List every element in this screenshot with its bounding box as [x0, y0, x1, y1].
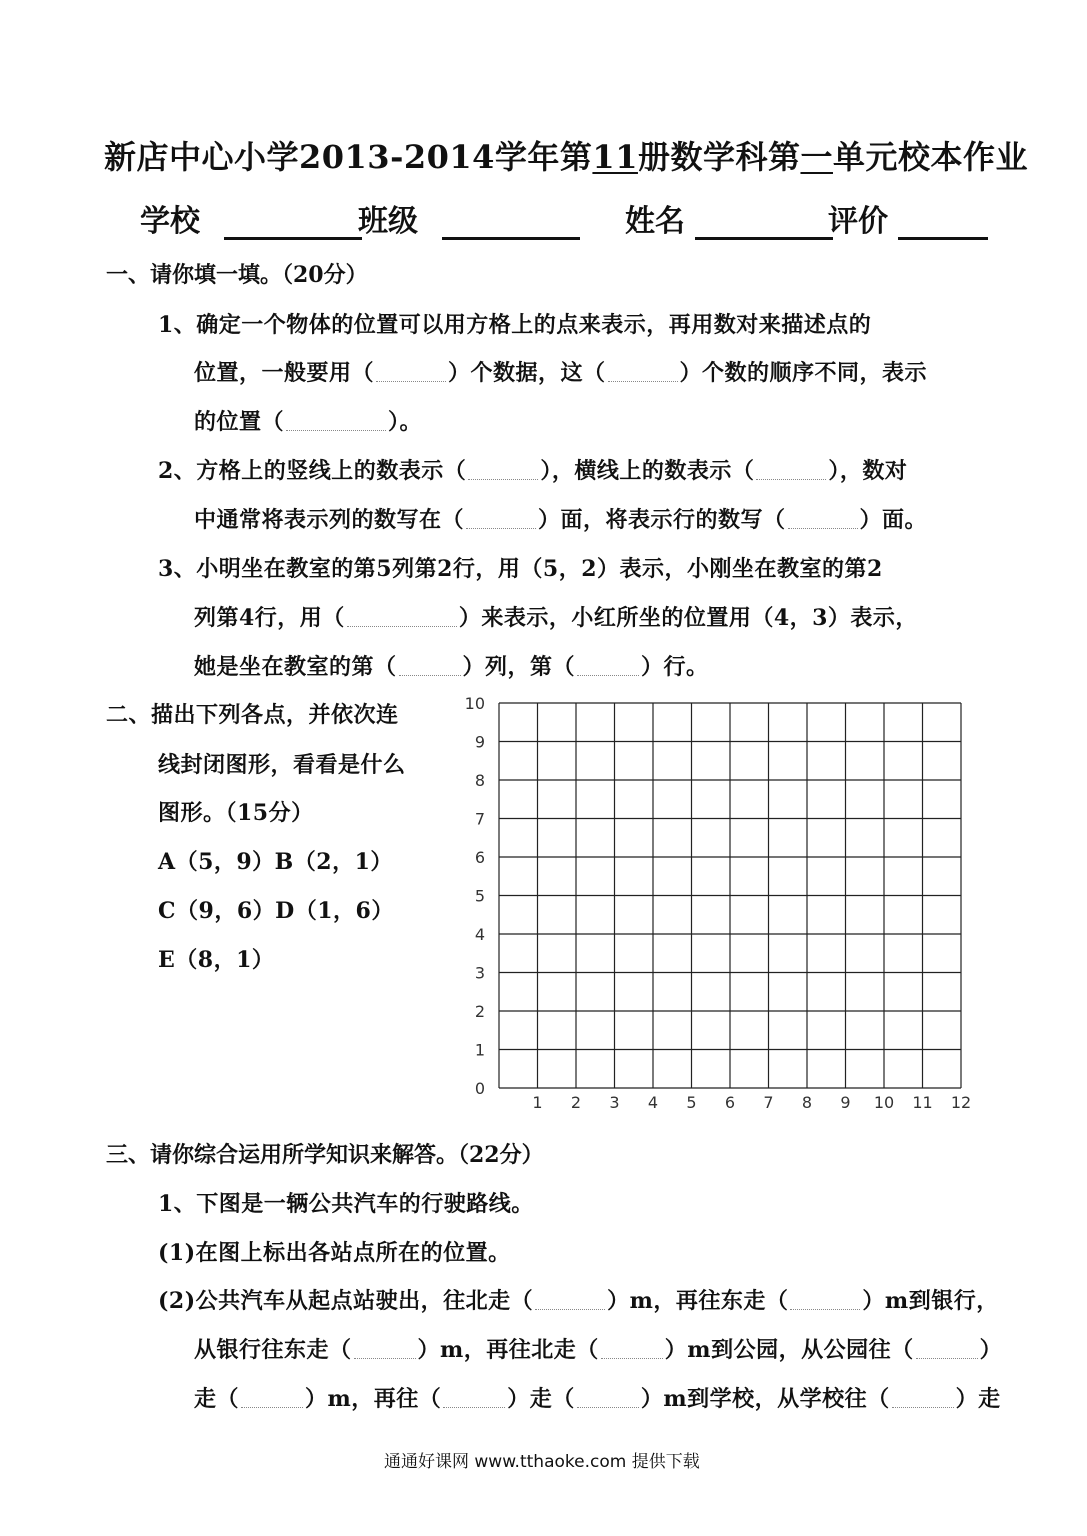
s3-blank-3[interactable]	[354, 1344, 416, 1359]
section2-points-3: E（8，1）	[158, 947, 275, 973]
p4-e: ）走	[955, 1386, 1001, 1412]
q2-blank-2[interactable]	[756, 465, 826, 480]
q2-blank-1[interactable]	[468, 465, 538, 480]
title-middle: 册数学科第	[637, 138, 801, 176]
x-tick-label: 12	[950, 1093, 972, 1112]
x-tick-label: 11	[912, 1093, 933, 1112]
section1-heading: 一、请你填一填。（20分）	[106, 262, 368, 288]
q2-blank-3[interactable]	[466, 514, 536, 529]
q2-line2-c: ）面。	[859, 507, 928, 533]
s3-blank-7[interactable]	[443, 1393, 505, 1408]
class-label: 班级	[358, 204, 418, 239]
y-tick-label: 10	[464, 694, 485, 713]
name-field	[625, 196, 833, 240]
q1-blank-3[interactable]	[286, 416, 386, 431]
q3-line2-a: 列第4行，用（	[194, 605, 345, 631]
y-tick-label: 5	[474, 886, 485, 906]
q3-line2-b: ）来表示，小红所坐的位置用（4，3）表示，	[458, 605, 918, 631]
y-tick-label: 7	[474, 809, 485, 829]
q1-line3-b: ）。	[388, 409, 423, 435]
grade-label: 评价	[828, 204, 888, 239]
p4-d: ）m到学校，从学校往（	[640, 1386, 890, 1412]
class-blank[interactable]	[442, 207, 580, 240]
section3-part4	[194, 1382, 1001, 1413]
y-tick-label: 3	[474, 963, 485, 983]
p4-b: ）m，再往（	[305, 1386, 442, 1412]
section2-line1: 二、描出下列各点，并依次连	[106, 702, 399, 728]
s3-blank-8[interactable]	[577, 1393, 639, 1408]
s3-blank-4[interactable]	[601, 1344, 663, 1359]
y-tick-label: 6	[474, 848, 485, 867]
section3-heading: 三、请你综合运用所学知识来解答。（22分）	[106, 1142, 544, 1168]
title-prefix: 新店中心小学2013-2014学年第	[104, 138, 593, 176]
section2-points-1: A（5，9）B（2，1）	[158, 849, 393, 875]
name-label: 姓名	[625, 204, 685, 239]
q2-line2-b: ）面，将表示行的数写（	[538, 507, 786, 533]
q3-line3-a: 她是坐在教室的第（	[194, 654, 397, 680]
q2-line2-a: 中通常将表示列的数写在（	[194, 507, 465, 533]
section3-part3	[194, 1333, 1002, 1364]
section2-line2: 线封闭图形，看看是什么	[158, 752, 406, 778]
s3-blank-6[interactable]	[241, 1393, 303, 1408]
q3-line3-c: ）行。	[641, 654, 709, 680]
q1-line2-b: ）个数据，这（	[448, 360, 606, 386]
q1-line2-c: ）个数的顺序不同，表示	[679, 360, 928, 386]
q3-blank-3[interactable]	[577, 661, 639, 676]
school-blank[interactable]	[224, 207, 362, 240]
coordinate-grid[interactable]	[455, 690, 985, 1120]
q2-line1-b: ），横线上的数表示（	[540, 458, 755, 484]
y-tick-label: 9	[474, 732, 485, 752]
grid-svg[interactable]	[455, 690, 985, 1120]
y-tick-label: 2	[474, 1002, 485, 1021]
title-suffix: 单元校本作业	[832, 138, 1028, 176]
x-tick-label: 2	[570, 1093, 582, 1112]
q1-line2-a: 位置，一般要用（	[194, 360, 375, 386]
p3-a: 从银行往东走（	[194, 1337, 352, 1363]
p2-b: ）m，再往东走（	[607, 1288, 789, 1314]
q1-line3-a: 的位置（	[194, 409, 285, 435]
q2-line2	[194, 503, 927, 534]
p3-b: ）m，再往北走（	[417, 1337, 599, 1363]
q3-blank-2[interactable]	[399, 661, 461, 676]
q3-line3	[194, 650, 709, 681]
x-tick-label: 8	[801, 1093, 813, 1112]
q1-blank-2[interactable]	[608, 367, 678, 382]
q1-line2	[194, 356, 927, 387]
q1-line1: 1、确定一个物体的位置可以用方格上的点来表示，再用数对来描述点的	[158, 312, 872, 338]
section2-points-2: C（9，6）D（1，6）	[158, 898, 394, 924]
worksheet-title	[104, 132, 1028, 178]
q2-blank-4[interactable]	[788, 514, 858, 529]
q2-line1-a: 2、方格上的竖线上的数表示（	[158, 458, 467, 484]
s3-blank-5[interactable]	[916, 1344, 978, 1359]
q3-line3-b: ）列，第（	[462, 654, 576, 680]
q3-blank-1[interactable]	[347, 612, 457, 627]
title-volume: 11	[592, 138, 638, 176]
y-tick-label: 1	[474, 1040, 485, 1060]
x-tick-label: 4	[647, 1093, 659, 1112]
q1-line3	[194, 405, 422, 436]
school-field	[140, 196, 362, 240]
s3-blank-2[interactable]	[790, 1295, 860, 1310]
p2-c: ）m到银行，	[862, 1288, 999, 1314]
section3-part1: (1)在图上标出各站点所在的位置。	[158, 1240, 511, 1266]
p4-c: ）走（	[507, 1386, 575, 1412]
q3-line1: 3、小明坐在教室的第5列第2行，用（5，2）表示，小刚坐在教室的第2	[158, 556, 883, 582]
p3-d: ）	[979, 1337, 1003, 1363]
x-tick-label: 3	[609, 1093, 620, 1112]
x-tick-label: 10	[873, 1093, 895, 1112]
y-tick-label: 4	[474, 925, 485, 944]
x-tick-label: 9	[840, 1093, 851, 1112]
q2-line1	[158, 454, 907, 485]
section3-q1: 1、下图是一辆公共汽车的行驶路线。	[158, 1191, 534, 1217]
title-unit: 一	[800, 138, 833, 176]
x-tick-label: 7	[763, 1093, 774, 1112]
x-tick-label: 1	[532, 1093, 543, 1112]
class-field	[358, 196, 580, 240]
p4-a: 走（	[194, 1386, 240, 1412]
x-tick-label: 5	[686, 1093, 697, 1112]
p3-c: ）m到公园，从公园往（	[664, 1337, 914, 1363]
q1-blank-1[interactable]	[376, 367, 446, 382]
section3-part2	[158, 1284, 999, 1315]
name-blank[interactable]	[695, 207, 833, 240]
grade-field	[828, 196, 988, 240]
section2-line3: 图形。（15分）	[158, 800, 314, 826]
s3-blank-9[interactable]	[892, 1393, 954, 1408]
p2-a: (2)公共汽车从起点站驶出，往北走（	[158, 1288, 534, 1314]
y-tick-label: 8	[474, 771, 485, 790]
q3-line2	[194, 601, 918, 632]
s3-blank-1[interactable]	[535, 1295, 605, 1310]
grade-blank[interactable]	[898, 207, 988, 240]
y-tick-label: 0	[474, 1079, 485, 1098]
footer-credit: 通通好课网 www.tthaoke.com 提供下载	[384, 1452, 700, 1472]
x-tick-label: 6	[724, 1093, 736, 1112]
q2-line1-c: ），数对	[828, 458, 908, 484]
school-label: 学校	[140, 204, 200, 239]
